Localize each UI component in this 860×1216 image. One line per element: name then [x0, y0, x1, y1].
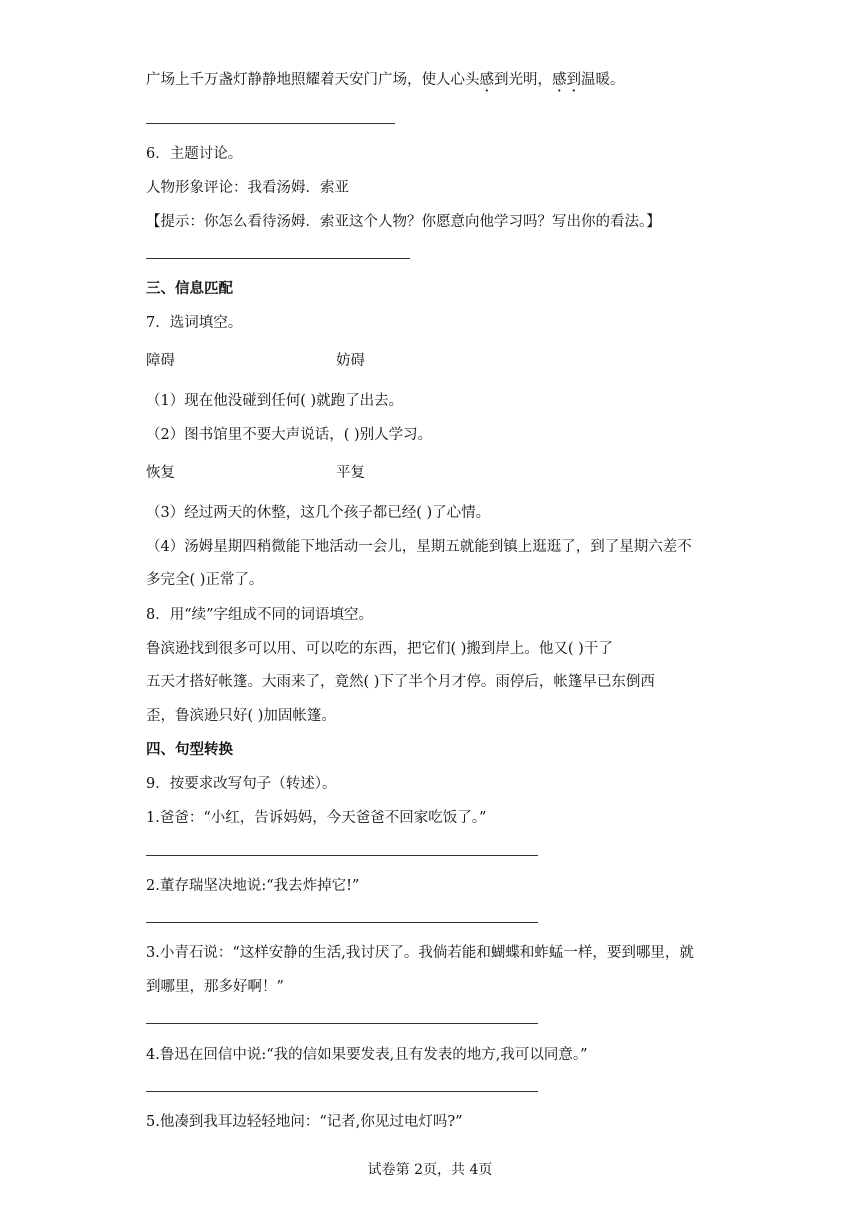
q6-hint: 【提示：你怎么看待汤姆．索亚这个人物？你愿意向他学习吗？写出你的看法。】: [146, 214, 661, 230]
q7-item-3: （3）经过两天的休整，这几个孩子都已经( )了心情。: [146, 505, 491, 521]
answer-line-q5[interactable]: [146, 123, 395, 124]
q7-word-c: 恢复: [146, 465, 175, 481]
q9-item-2: 2.董存瑞坚决地说:“我去炸掉它!”: [146, 878, 360, 894]
q8-title: 8．用“续”字组成不同的词语填空。: [146, 607, 374, 623]
answer-line-q9-1[interactable]: [146, 855, 538, 856]
q7-title: 7．选词填空。: [146, 315, 243, 331]
q7-word-d: 平复: [336, 465, 365, 481]
section-4-title: 四、句型转换: [146, 742, 233, 758]
q6-title: 6．主题讨论。: [146, 146, 243, 162]
q7-item-4-line1: （4）汤姆星期四稍微能下地活动一会儿，星期五就能到镇上逛逛了，到了星期六差不: [146, 539, 692, 555]
q7-item-1: （1）现在他没碰到任何( )就跑了出去。: [146, 393, 404, 409]
q9-item-3-line1: 3.小青石说：“这样安静的生活,我讨厌了。我倘若能和蝴蝶和蚱蜢一样，要到哪里，就: [146, 945, 694, 961]
section-3-title: 三、信息匹配: [146, 281, 233, 297]
q6-subtitle: 人物形象评论：我看汤姆．索亚: [146, 180, 349, 196]
q8-line-1: 鲁滨逊找到很多可以用、可以吃的东西，把它们( )搬到岸上。他又( )干了: [146, 641, 613, 657]
answer-line-q9-2[interactable]: [146, 922, 538, 923]
answer-line-q9-4[interactable]: [146, 1091, 538, 1092]
emphasis-char: 感: [479, 72, 494, 88]
q7-item-4-line2: 多完全( )正常了。: [146, 572, 264, 588]
q8-line-3: 歪，鲁滨逊只好( )加固帐篷。: [146, 708, 336, 724]
emphasis-char: 感: [552, 72, 567, 88]
emphasis-char: 到: [566, 72, 581, 88]
q8-line-2: 五天才搭好帐篷。大雨来了，竟然( )下了半个月才停。雨停后，帐篷早已东倒西: [146, 674, 655, 690]
page-footer: 试卷第 2页，共 4页: [367, 1162, 493, 1178]
q9-title: 9．按要求改写句子（转述）。: [146, 776, 337, 792]
q9-item-1: 1.爸爸：“小红，告诉妈妈，今天爸爸不回家吃饭了。”: [146, 810, 487, 826]
q9-item-3-line2: 到哪里，那多好啊！”: [146, 979, 284, 995]
q9-item-4: 4.鲁迅在回信中说:“我的信如果要发表,且有发表的地方,我可以同意。”: [146, 1047, 588, 1063]
q7-item-2: （2）图书馆里不要大声说话，( )别人学习。: [146, 427, 433, 443]
answer-line-q6[interactable]: [146, 258, 410, 259]
q9-item-5: 5.他凑到我耳边轻轻地问：“记者,你见过电灯吗?”: [146, 1114, 463, 1130]
q7-word-a: 障碍: [146, 353, 175, 369]
q7-word-b: 妨碍: [336, 353, 365, 369]
q5-sentence: 广场上千万盏灯静静地照耀着天安门广场，使人心头感到光明，感到温暖。: [146, 72, 625, 88]
answer-line-q9-3[interactable]: [146, 1023, 538, 1024]
